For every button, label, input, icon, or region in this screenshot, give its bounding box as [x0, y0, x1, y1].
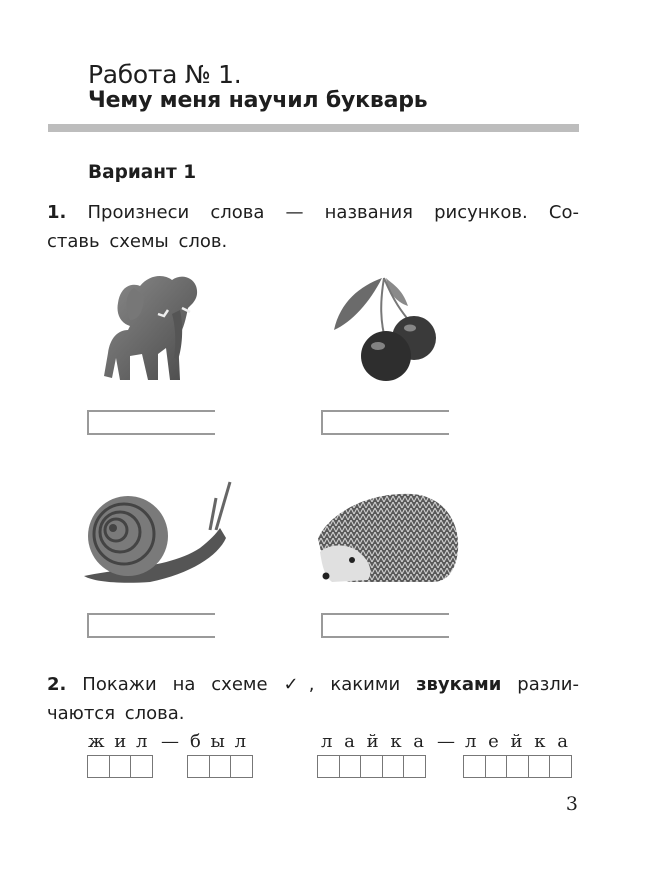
task1-line2: ставь схемы слов.	[47, 231, 228, 252]
task1-line1	[47, 198, 579, 227]
sound-cell[interactable]	[549, 755, 572, 778]
sound-cell[interactable]	[360, 755, 383, 778]
leyka-sound-scheme	[463, 755, 572, 778]
page-title: Чему меня научил букварь	[88, 88, 428, 113]
task2-line1	[47, 670, 579, 699]
sound-cell[interactable]	[317, 755, 340, 778]
variant-heading: Вариант 1	[88, 162, 197, 183]
check-mark-icon: ✓	[283, 674, 309, 695]
elephant-answer-box[interactable]	[87, 410, 215, 435]
word-zhil: ж и л	[88, 731, 150, 752]
title-divider	[48, 124, 579, 132]
sound-cell[interactable]	[485, 755, 508, 778]
task2-text	[47, 670, 579, 728]
byl-sound-scheme	[187, 755, 253, 778]
task2-line2: чаются слова.	[47, 703, 185, 724]
sound-cell[interactable]	[109, 755, 132, 778]
sound-cell[interactable]	[209, 755, 232, 778]
pair1-dash: —	[161, 731, 179, 752]
elephant-picture	[100, 268, 205, 386]
cherry-picture	[330, 272, 440, 384]
task2-line1-mid: , какими	[308, 674, 417, 695]
sound-cell[interactable]	[403, 755, 426, 778]
hedgehog-answer-box[interactable]	[321, 613, 449, 638]
snail-answer-box[interactable]	[87, 613, 215, 638]
task2-line1-before: Покажи на схеме	[82, 674, 284, 695]
word-leyka: л е й к а	[465, 731, 571, 752]
sound-cell[interactable]	[130, 755, 153, 778]
task1-line1-text: Произнеси слова — названия рисунков. Со-	[87, 202, 579, 223]
word-layka: л а й к а	[321, 731, 428, 752]
sound-cell[interactable]	[87, 755, 110, 778]
task2-number: 2.	[47, 674, 67, 695]
task2-line1-after: разли-	[501, 674, 579, 695]
task1-text	[47, 198, 579, 256]
layka-sound-scheme	[317, 755, 426, 778]
cherry-answer-box[interactable]	[321, 410, 449, 435]
sound-cell[interactable]	[230, 755, 253, 778]
task2-bold-word: звуками	[416, 674, 502, 695]
page-number: 3	[565, 793, 578, 815]
snail-picture	[80, 478, 235, 586]
work-number: Работа № 1.	[88, 60, 242, 89]
sound-cell[interactable]	[187, 755, 210, 778]
sound-cell[interactable]	[528, 755, 551, 778]
zhil-sound-scheme	[87, 755, 153, 778]
sound-cell[interactable]	[506, 755, 529, 778]
pair2-dash: —	[437, 731, 455, 752]
sound-cell[interactable]	[382, 755, 405, 778]
hedgehog-picture	[312, 490, 462, 585]
sound-cell[interactable]	[463, 755, 486, 778]
word-byl: б ы л	[190, 731, 249, 752]
task1-number: 1.	[47, 202, 67, 223]
sound-cell[interactable]	[339, 755, 362, 778]
